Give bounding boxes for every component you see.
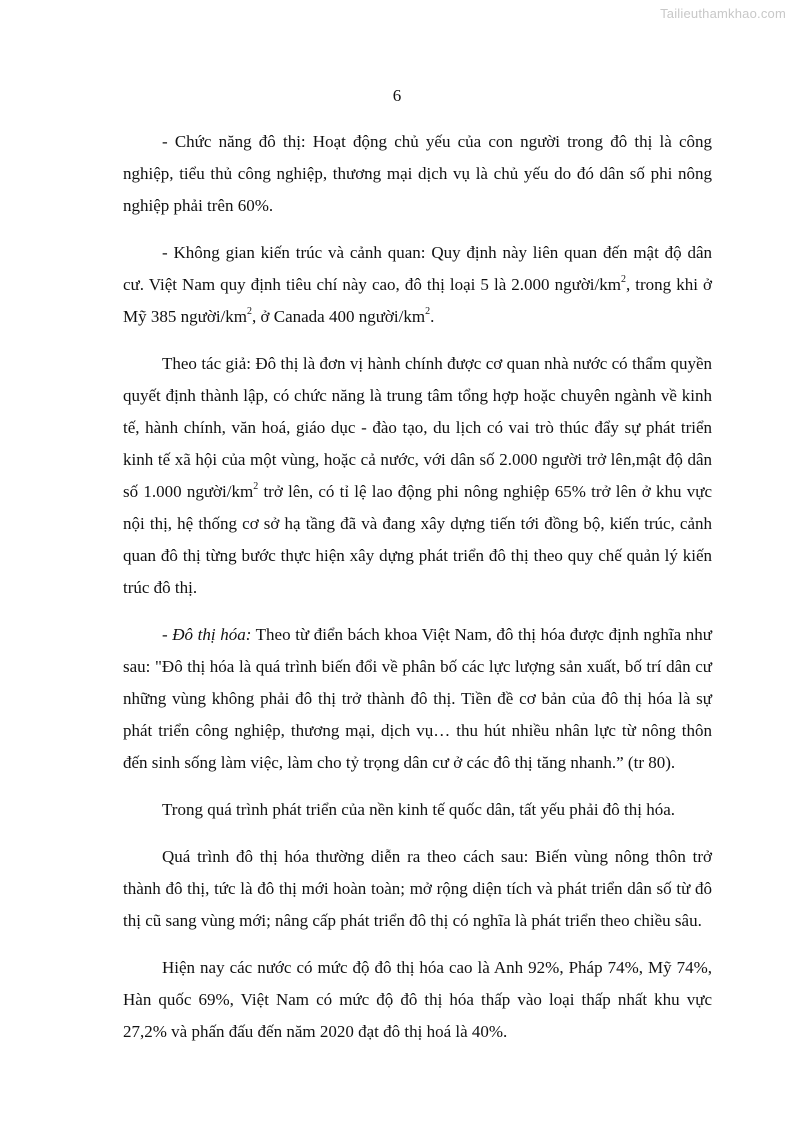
paragraph-urbanization-rates: Hiện nay các nước có mức độ đô thị hóa cao là Anh 92%, Pháp 74%, Mỹ 74%, Hàn quốc 69%, Việt Nam có mức độ đô thị hóa thấp vào loại thấp nhất khu vực 27,2% và phấn đấu đến năm 2020 đạt đô thị hoá là 40%. bbox=[123, 958, 712, 1041]
superscript: 2 bbox=[253, 481, 259, 493]
paragraph-architecture-landscape bbox=[123, 237, 712, 333]
paragraph-author-definition bbox=[123, 348, 712, 604]
text-segment: - Không gian kiến trúc và cảnh quan: Quy định này liên quan đến mật độ dân cư. Việt Nam quy định tiêu chí này cao, đô thị loại 5 là 2.000 người/km bbox=[123, 243, 712, 294]
watermark-text: Tailieuthamkhao.com bbox=[660, 6, 786, 21]
text-segment: , ở Canada 400 người/km bbox=[252, 307, 426, 326]
text-segment: Theo tác giả: Đô thị là đơn vị hành chính được cơ quan nhà nước có thẩm quyền quyết định thành lập, có chức năng là trung tâm tổng hợp hoặc chuyên ngành về kinh tế, hành chính, văn hoá, giáo dục - đào tạo, du lịch có vai trò thúc đẩy sự phát triển kinh tế xã hội của một vùng, hoặc cả nước, với dân số 2.000 người trở lên,mật độ dân số 1.000 người/km bbox=[123, 354, 712, 501]
superscript: 2 bbox=[620, 274, 626, 286]
text-segment: trở lên, có tỉ lệ lao động phi nông nghiệp 65% trở lên ở khu vực nội thị, hệ thống cơ sở hạ tầng đã và đang xây dựng tiến tới đồng bộ, kiến trúc, cảnh quan đô thị từng bước thực hiện xây dựng phát triển đô thị theo quy chế quản lý kiến trúc đô thị. bbox=[123, 482, 712, 597]
paragraph-urbanization-necessity: Trong quá trình phát triển của nền kinh tế quốc dân, tất yếu phải đô thị hóa. bbox=[162, 800, 676, 819]
term-label: - Đô thị hóa: bbox=[162, 625, 252, 644]
text-segment: , trong khi ở Mỹ 385 người/km bbox=[123, 275, 712, 326]
paragraph-urbanization-process: Quá trình đô thị hóa thường diễn ra theo cách sau: Biến vùng nông thôn trở thành đô thị, tức là đô thị mới hoàn toàn; mở rộng diện tích và phát triển dân số từ đô thị cũ sang vùng mới; nâng cấp phát triển đô thị có nghĩa là phát triển theo chiều sâu. bbox=[123, 847, 712, 930]
paragraph-urban-function: - Chức năng đô thị: Hoạt động chủ yếu của con người trong đô thị là công nghiệp, tiểu thủ công nghiệp, thương mại dịch vụ là chủ yếu do đó dân số phi nông nghiệp phải trên 60%. bbox=[123, 132, 712, 215]
text-segment: Theo từ điển bách khoa Việt Nam, đô thị hóa được định nghĩa như sau: "Đô thị hóa là quá trình biến đổi về phân bố các lực lượng sản xuất, bố trí dân cư những vùng không phải đô thị trở thành đô thị. Tiền đề cơ bản của đô thị hóa là sự phát triển công nghiệp, thương mại, dịch vụ… thu hút nhiều nhân lực từ nông thôn đến sinh sống làm việc, làm cho tỷ trọng dân cư ở các đô thị tăng nhanh.” (tr 80). bbox=[123, 625, 713, 772]
text-segment: . bbox=[430, 307, 435, 326]
superscript: 2 bbox=[247, 306, 252, 318]
document-body bbox=[123, 126, 712, 1063]
page-number: 6 bbox=[392, 86, 402, 105]
paragraph-urbanization-definition bbox=[123, 619, 712, 779]
superscript: 2 bbox=[425, 306, 431, 318]
